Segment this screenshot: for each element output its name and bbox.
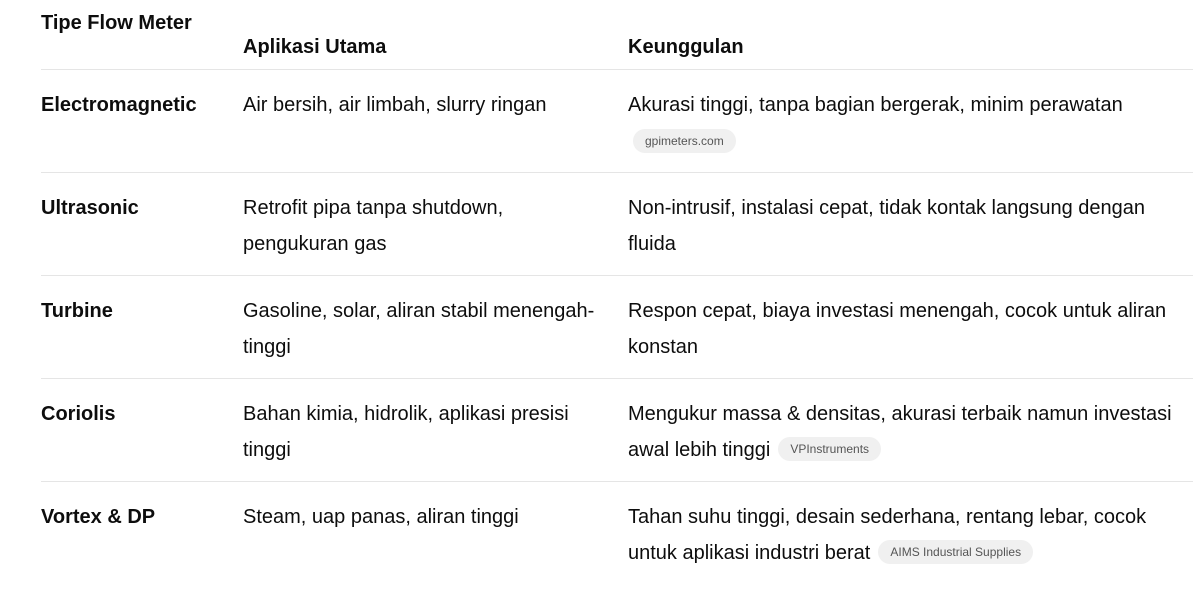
advantage xyxy=(628,190,1198,262)
main-application: Gasoline, solar, aliran stabil menengah-tinggi xyxy=(243,300,595,358)
table-row xyxy=(41,70,1193,173)
advantage-text: Tahan suhu tinggi, desain sederhana, rentang lebar, cocok untuk aplikasi industri berat xyxy=(628,506,1147,564)
advantage-text: Respon cepat, biaya investasi menengah, cocok untuk aliran konstan xyxy=(628,300,1167,358)
advantage-text: Akurasi tinggi, tanpa bagian bergerak, minim perawatan xyxy=(628,94,1123,116)
table-row xyxy=(41,276,1193,379)
header-flow-meter-type: Tipe Flow Meter xyxy=(41,12,192,34)
table-row xyxy=(41,379,1193,482)
header-advantages: Keunggulan xyxy=(628,36,744,58)
table-header-row xyxy=(41,0,1193,70)
table-row xyxy=(41,173,1193,276)
flow-meter-type: Turbine xyxy=(41,300,113,322)
flow-meter-type: Ultrasonic xyxy=(41,197,139,219)
source-citation-badge[interactable]: gpimeters.com xyxy=(633,129,736,153)
flow-meter-type: Coriolis xyxy=(41,403,116,425)
main-application: Retrofit pipa tanpa shutdown, pengukuran gas xyxy=(243,197,504,255)
advantage xyxy=(628,396,1198,468)
main-application: Bahan kimia, hidrolik, aplikasi presisi tinggi xyxy=(243,403,569,461)
main-application: Air bersih, air limbah, slurry ringan xyxy=(243,94,547,116)
source-citation-badge[interactable]: AIMS Industrial Supplies xyxy=(878,540,1033,564)
advantage xyxy=(628,87,1198,159)
advantage-text: Mengukur massa & densitas, akurasi terbaik namun investasi awal lebih tinggi xyxy=(628,403,1172,461)
advantage xyxy=(628,293,1198,365)
table-row xyxy=(41,482,1193,592)
header-main-application: Aplikasi Utama xyxy=(243,36,387,58)
flow-meter-type: Electromagnetic xyxy=(41,94,197,116)
source-citation-badge[interactable]: VPInstruments xyxy=(778,437,881,461)
flow-meter-table xyxy=(41,0,1193,592)
flow-meter-type: Vortex & DP xyxy=(41,506,156,528)
advantage-text: Non-intrusif, instalasi cepat, tidak kontak langsung dengan fluida xyxy=(628,197,1145,255)
main-application: Steam, uap panas, aliran tinggi xyxy=(243,506,519,528)
advantage xyxy=(628,499,1198,571)
